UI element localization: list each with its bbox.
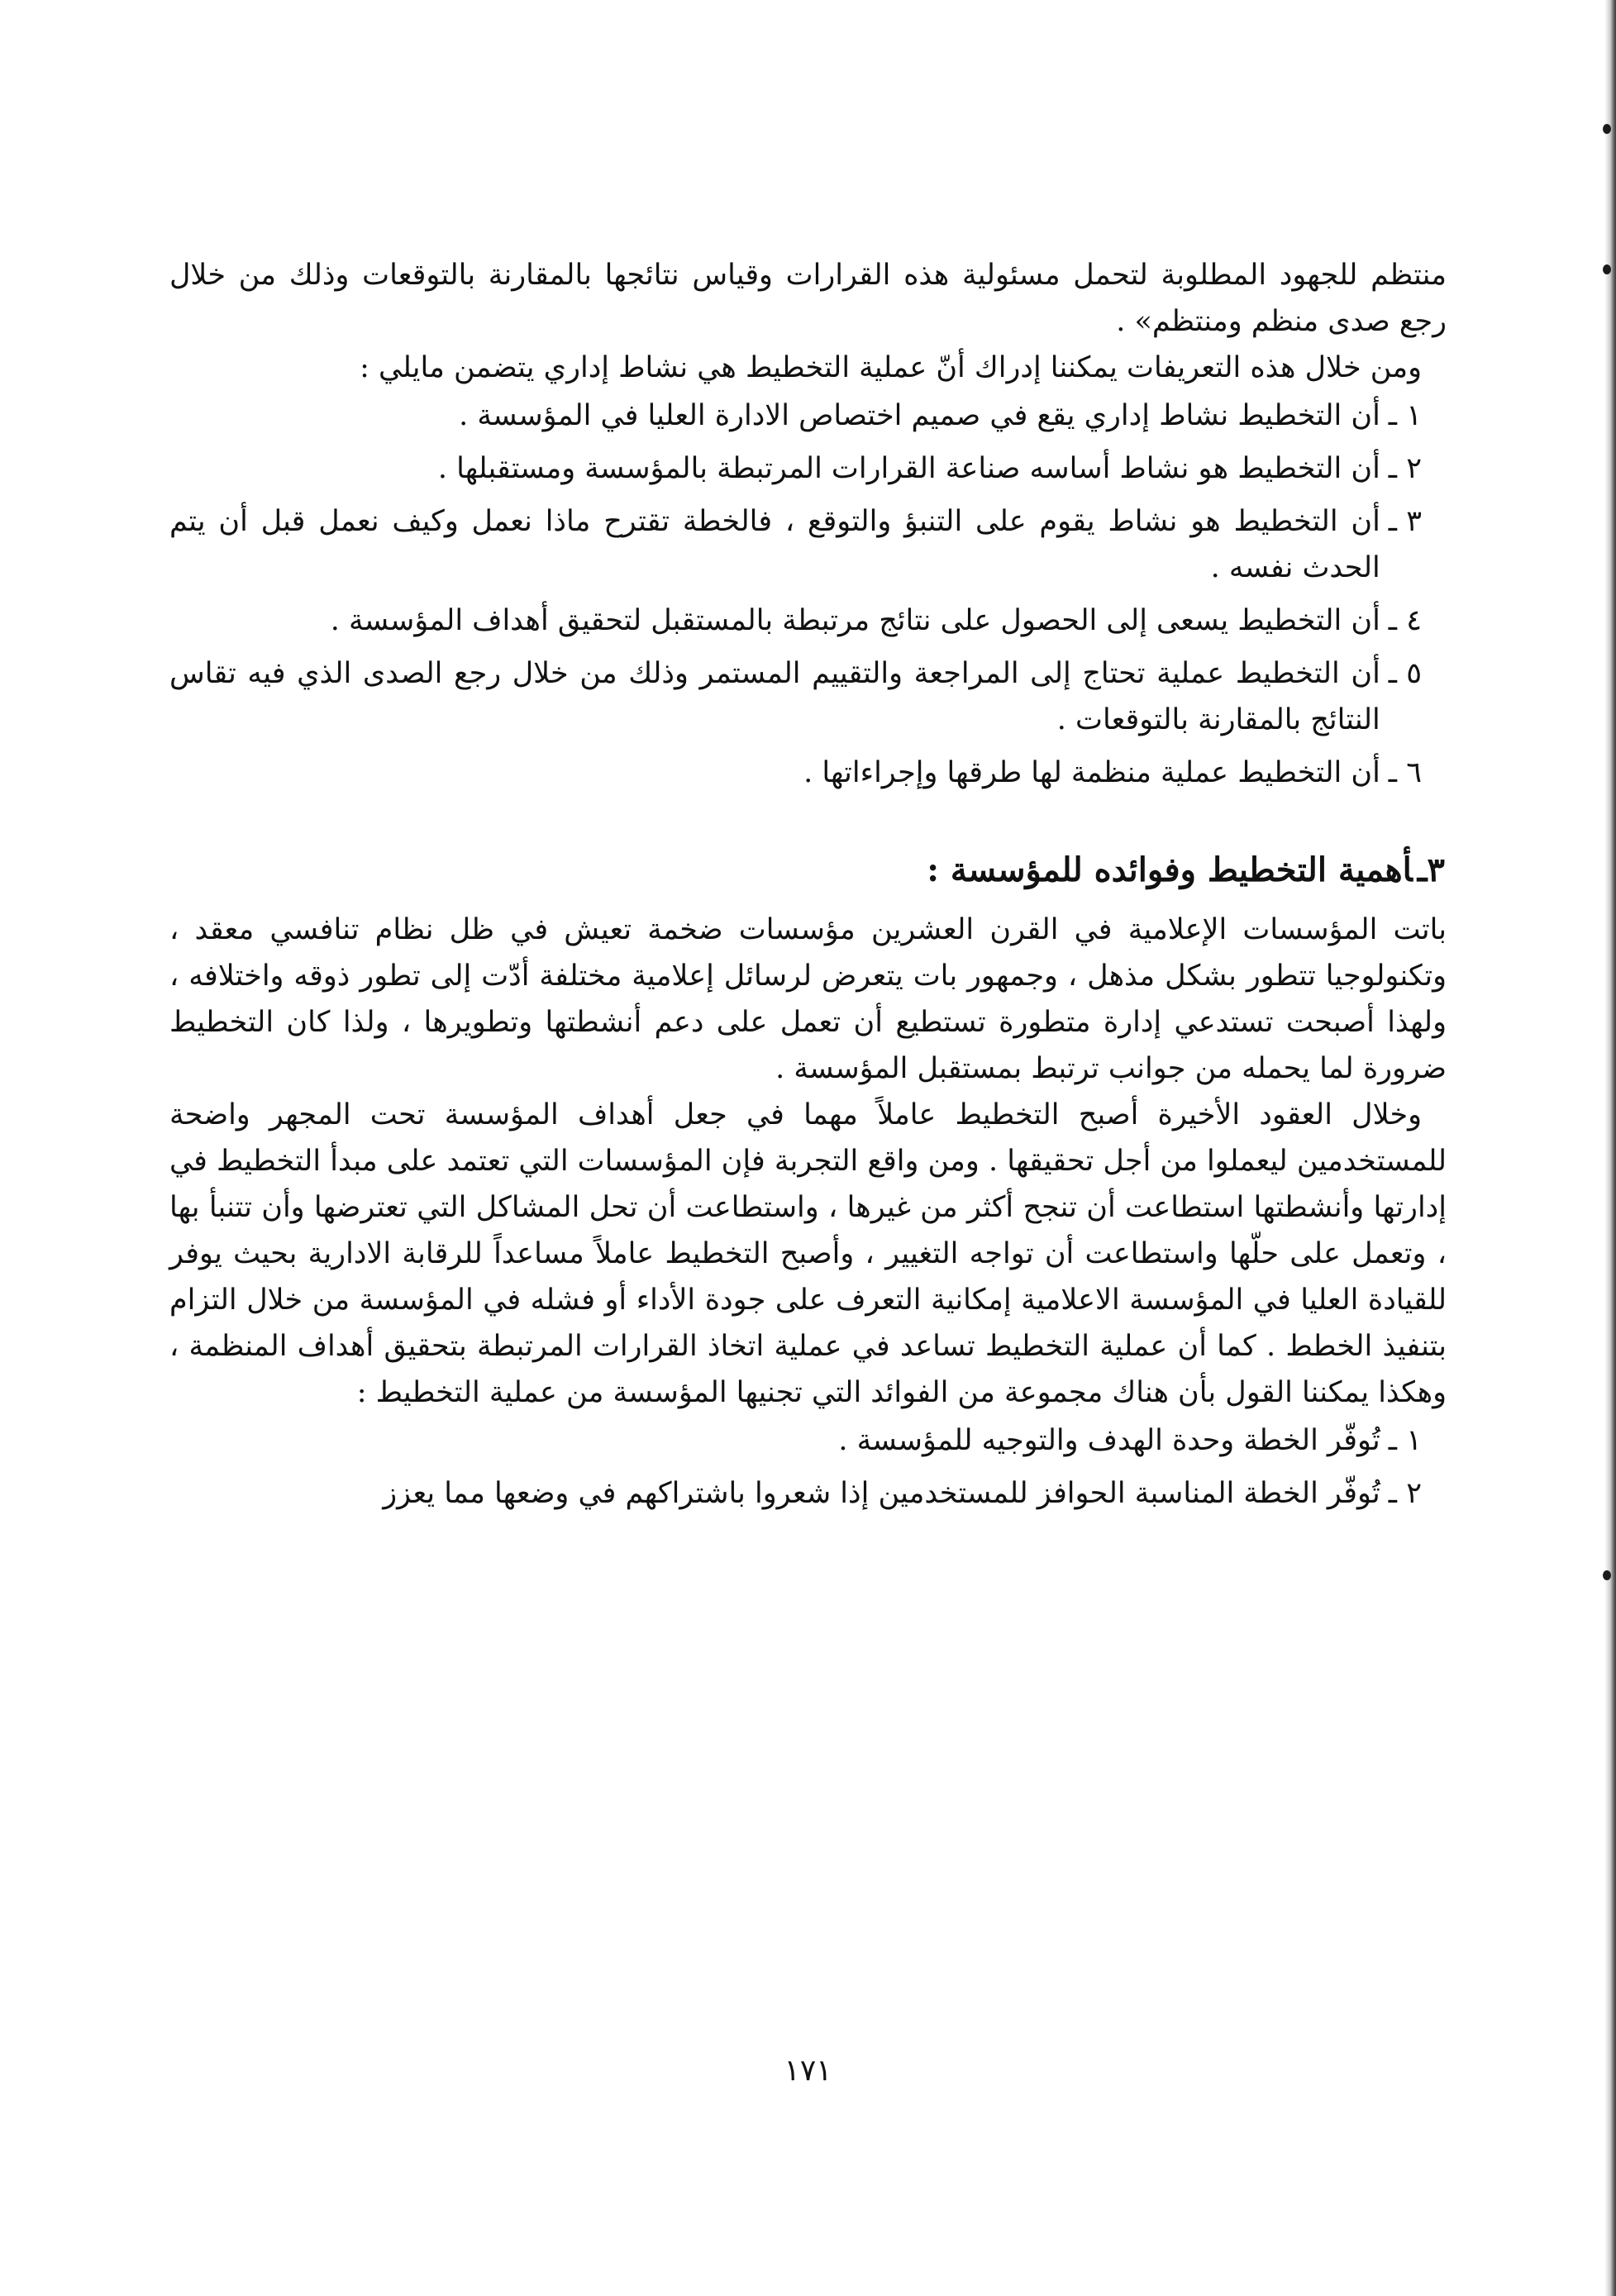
definitions-lead-in: ومن خلال هذه التعريفات يمكننا إدراك أنّ عملية التخطيط هي نشاط إداري يتضمن مايلي : (360, 351, 1422, 384)
list-item (169, 598, 1447, 644)
list-item-text: أن التخطيط نشاط إداري يقع في صميم اختصاص الادارة العليا في المؤسسة . (459, 399, 1380, 432)
section-paragraph-2: وخلال العقود الأخيرة أصبح التخطيط عاملاً مهما في جعل أهداف المؤسسة تحت المجهر واضحة للمستخدمين ليعملوا من أجل تحقيقها . ومن واقع التجربة فإن المؤسسات التي تعتمد على مبدأ التخطيط في إدارتها وأنشطتها استطاعت أن تنجح أكثر من غيرها ، واستطاعت أن تحل المشاكل التي تعترضها وأن تتنبأ بها ، وتعمل على حلّها واستطاعت أن تواجه التغيير ، وأصبح التخطيط عاملاً مساعداً للرقابة الادارية بحيث يوفر للقيادة العليا في المؤسسة الاعلامية إمكانية التعرف على جودة الأداء أو فشله في المؤسسة من خلال التزام بتنفيذ الخطط . كما أن عملية التخطيط تساعد في عملية اتخاذ القرارات المرتبطة بتحقيق أهداف المنظمة ، وهكذا يمكننا القول بأن هناك مجموعة من الفوائد التي تجنيها المؤسسة من عملية التخطيط : (169, 1098, 1447, 1409)
section-body (169, 907, 1447, 1416)
list-item-text: أن التخطيط يسعى إلى الحصول على نتائج مرتبطة بالمستقبل لتحقيق أهداف المؤسسة . (330, 604, 1380, 637)
scan-speck (1603, 124, 1611, 134)
list-item-number: ١ ـ (1388, 1424, 1422, 1457)
list-item-number: ١ ـ (1388, 399, 1422, 432)
list-item (169, 393, 1447, 439)
list-item-text: أن التخطيط عملية منظمة لها طرقها وإجراءاتها . (803, 756, 1380, 789)
section-number: ٣ـ (1417, 850, 1445, 889)
list-item-text: أن التخطيط هو نشاط يقوم على التنبؤ والتوقع ، فالخطة تقترح ماذا نعمل وكيف نعمل قبل أن يتم الحدث نفسه . (169, 505, 1380, 584)
list-item-number: ٣ ـ (1388, 505, 1422, 538)
list-item-text: أن التخطيط عملية تحتاج إلى المراجعة والتقييم المستمر وذلك من خلال رجع الصدى الذي فيه تقاس النتائج بالمقارنة بالتوقعات . (169, 657, 1380, 736)
list-item-text: تُوفّر الخطة وحدة الهدف والتوجيه للمؤسسة . (838, 1424, 1380, 1457)
definition-list (169, 393, 1447, 796)
list-item-text: تُوفّر الخطة المناسبة الحوافز للمستخدمين إذا شعروا باشتراكهم في وضعها مما يعزز (383, 1477, 1380, 1510)
list-item (169, 1417, 1447, 1464)
list-item-number: ٤ ـ (1388, 604, 1422, 637)
list-item (169, 1470, 1447, 1517)
list-item-number: ٢ ـ (1388, 1477, 1422, 1510)
benefits-list (169, 1417, 1447, 1517)
section-title: أهمية التخطيط وفوائده للمؤسسة : (927, 850, 1413, 889)
list-item-number: ٦ ـ (1388, 756, 1422, 789)
list-item-text: أن التخطيط هو نشاط أساسه صناعة القرارات المرتبطة بالمؤسسة ومستقبلها . (437, 452, 1380, 485)
list-item (169, 650, 1447, 743)
scan-speck (1603, 1570, 1611, 1580)
list-item-number: ٢ ـ (1388, 452, 1422, 485)
list-item (169, 445, 1447, 492)
section-paragraph-1: باتت المؤسسات الإعلامية في القرن العشرين مؤسسات ضخمة تعيش في ظل نظام تنافسي معقد ، وتكنولوجيا تتطور بشكل مذهل ، وجمهور بات يتعرض لرسائل إعلامية مختلفة أدّت إلى تطور ذوقه واختلافه ، ولهذا أصبحت تستدعي إدارة متطورة تستطيع أن تعمل على دعم أنشطتها وتطويرها ، ولذا كان التخطيط ضرورة لما يحمله من جوانب ترتبط بمستقبل المؤسسة . (169, 913, 1447, 1085)
page-number: ١٧١ (784, 2054, 832, 2088)
continued-paragraph: منتظم للجهود المطلوبة لتحمل مسئولية هذه القرارات وقياس نتائجها بالمقارنة بالتوقعات وذلك من خلال رجع صدى منظم ومنتظم» . (169, 259, 1447, 338)
list-item (169, 498, 1447, 591)
list-item-number: ٥ ـ (1388, 657, 1422, 690)
list-item (169, 750, 1447, 796)
section-heading (169, 846, 1447, 895)
scan-binding-edge (1604, 0, 1616, 2296)
page-content (169, 252, 1447, 1523)
scan-speck (1603, 264, 1611, 274)
